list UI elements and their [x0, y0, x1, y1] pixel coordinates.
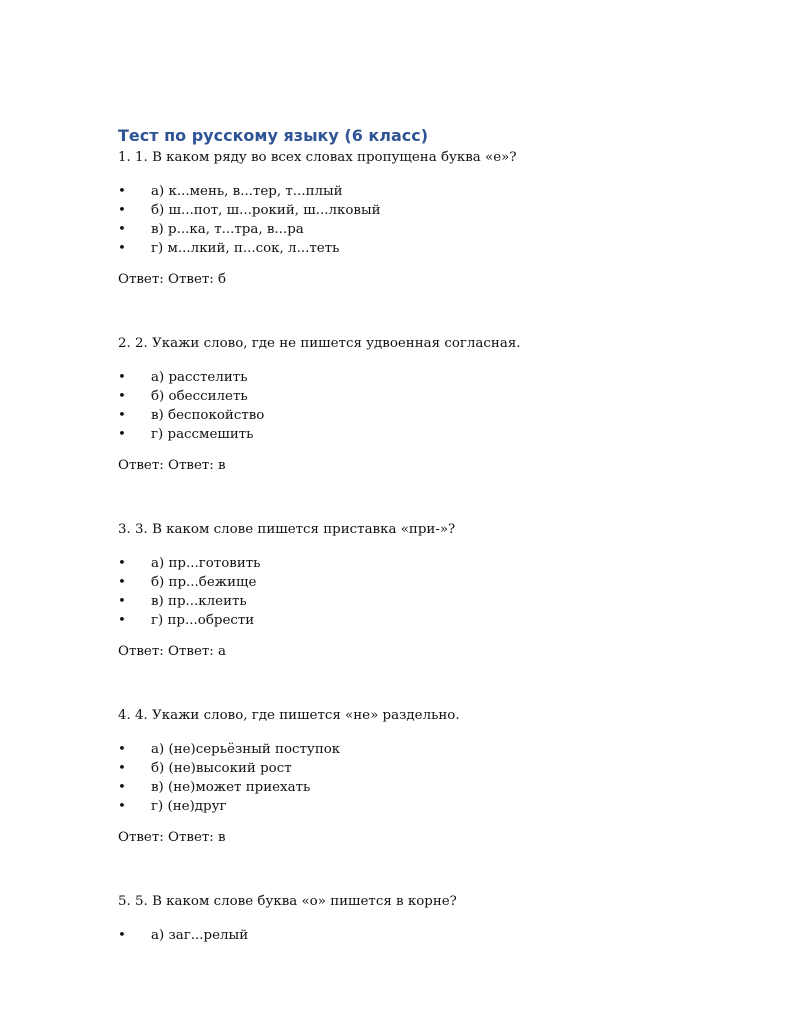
question-text: 4. 4. Укажи слово, где пишется «не» раздельно. — [118, 708, 460, 723]
bullet-icon: • — [118, 370, 126, 385]
question-block-4 — [118, 706, 758, 848]
question-block-5 — [118, 892, 758, 945]
bullet-icon: • — [118, 613, 126, 628]
list-item — [118, 926, 758, 945]
list-item — [118, 220, 758, 239]
option-label: в) р...ка, т...тра, в...ра — [151, 222, 304, 237]
option-label: б) (не)высокий рост — [151, 761, 292, 776]
answer-text: Ответ: Ответ: в — [118, 830, 226, 845]
option-label: а) (не)серьёзный поступок — [151, 742, 341, 757]
option-label: б) обессилеть — [151, 389, 248, 404]
bullet-icon: • — [118, 761, 126, 776]
option-label: г) рассмешить — [151, 427, 254, 442]
bullet-icon: • — [118, 799, 126, 814]
question-block-2 — [118, 334, 758, 476]
list-item — [118, 406, 758, 425]
list-item — [118, 387, 758, 406]
option-label: а) расстелить — [151, 370, 248, 385]
options-list — [118, 182, 758, 258]
options-list — [118, 740, 758, 816]
option-label: г) м...лкий, п...сок, л...теть — [151, 241, 340, 256]
bullet-icon: • — [118, 594, 126, 609]
bullet-icon: • — [118, 928, 126, 943]
option-label: в) пр...клеить — [151, 594, 247, 609]
bullet-icon: • — [118, 222, 126, 237]
option-label: б) пр...бежище — [151, 575, 257, 590]
bullet-icon: • — [118, 241, 126, 256]
list-item — [118, 182, 758, 201]
bullet-icon: • — [118, 742, 126, 757]
list-item — [118, 611, 758, 630]
list-item — [118, 201, 758, 220]
answer-text: Ответ: Ответ: б — [118, 272, 227, 287]
option-label: а) пр...готовить — [151, 556, 261, 571]
answer-text: Ответ: Ответ: в — [118, 458, 226, 473]
list-item — [118, 554, 758, 573]
options-list — [118, 554, 758, 630]
list-item — [118, 740, 758, 759]
question-text: 1. 1. В каком ряду во всех словах пропущена буква «е»? — [118, 150, 517, 165]
question-block-1 — [118, 148, 758, 290]
list-item — [118, 778, 758, 797]
option-label: г) пр...обрести — [151, 613, 255, 628]
list-item — [118, 797, 758, 816]
option-label: в) беспокойство — [151, 408, 265, 423]
bullet-icon: • — [118, 556, 126, 571]
option-label: б) ш...пот, ш...рокий, ш...лковый — [151, 203, 381, 218]
option-label: г) (не)друг — [151, 799, 227, 814]
list-item — [118, 368, 758, 387]
document-page — [118, 124, 758, 945]
bullet-icon: • — [118, 780, 126, 795]
options-list — [118, 368, 758, 444]
question-text: 5. 5. В каком слове буква «о» пишется в корне? — [118, 894, 457, 909]
options-list — [118, 926, 758, 945]
list-item — [118, 592, 758, 611]
question-text: 3. 3. В каком слове пишется приставка «при-»? — [118, 522, 456, 537]
bullet-icon: • — [118, 203, 126, 218]
bullet-icon: • — [118, 427, 126, 442]
option-label: в) (не)может приехать — [151, 780, 311, 795]
list-item — [118, 425, 758, 444]
question-text: 2. 2. Укажи слово, где не пишется удвоенная согласная. — [118, 336, 521, 351]
list-item — [118, 759, 758, 778]
answer-text: Ответ: Ответ: а — [118, 644, 227, 659]
questions-container — [118, 148, 758, 945]
list-item — [118, 239, 758, 258]
bullet-icon: • — [118, 184, 126, 199]
option-label: а) к...мень, в...тер, т...плый — [151, 184, 343, 199]
list-item — [118, 573, 758, 592]
bullet-icon: • — [118, 389, 126, 404]
question-block-3 — [118, 520, 758, 662]
bullet-icon: • — [118, 408, 126, 423]
option-label: а) заг...релый — [151, 928, 249, 943]
document-title: Тест по русскому языку (6 класс) — [118, 126, 429, 145]
bullet-icon: • — [118, 575, 126, 590]
